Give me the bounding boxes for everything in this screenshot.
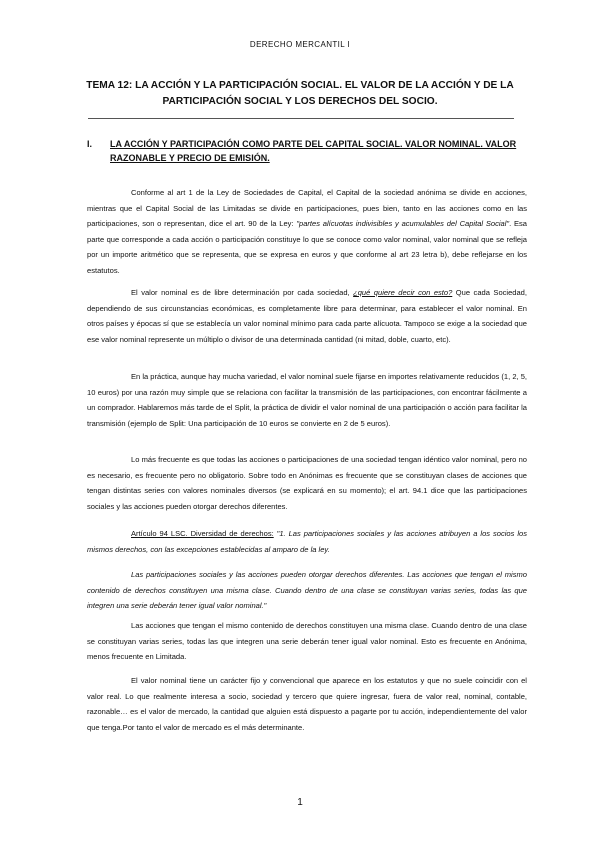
article-quote-continued — [87, 567, 527, 614]
paragraph-8-text: El valor nominal tiene un carácter fijo y convencional que aparece en los estatutos y que no suele coincidir con el valor real. Lo que realmente interesa a socio, sociedad y tercero que quiere ingresar, fuera de valor real, nominal, contable, razonable… es el valor de mercado, la cantidad que alguien está dispuesto a pagarte por tu acción, independientemente del valor que tenga.Por tanto el valor de mercado es el más determinante. — [87, 676, 527, 732]
article-quote-continued-text: Las participaciones sociales y las acciones pueden otorgar derechos diferentes. Las acciones que tengan el mismo contenido de derechos constituyen una misma clase. Cuando dentro de una clase se constituyan varias series, todas las que integren una serie deberán tener igual valor nominal." — [87, 570, 527, 610]
paragraph-1-quote: "partes alícuotas indivisibles y acumulables del Capital Social" — [296, 219, 510, 228]
title-divider — [88, 118, 514, 119]
paragraph-2-text-a: El valor nominal es de libre determinación por cada sociedad, — [131, 288, 354, 297]
paragraph-1-text-a: Conforme al art 1 de la Ley de Sociedades de Capital, el Capital de la sociedad anónima se divide en acciones, mientras que el Capital Social de las Limitadas se divide en participaciones, pues bien, tanto en las acciones como en las participaciones, son o representan, dice el art. 90 de la Ley: — [87, 188, 527, 228]
paragraph-4-text: Lo más frecuente es que todas las acciones o participaciones de una sociedad tengan idéntico valor nominal, pero no es necesario, es frecuente pero no obligatorio. Sobre todo en Anónimas es frecuente que se constituyan clases de acciones que tengan distintas series con valores nominales diversos (se explicará en su momento); el art. 94.1 dice que las participaciones sociales y las acciones pueden otorgar derechos diferentes. — [87, 455, 527, 511]
paragraph-2 — [87, 285, 527, 347]
paragraph-1-text-b: . Esa parte que corresponde a cada acción o participación constituye lo que se conoce como valor nominal, valor nominal que se refleja por un importe aritmético que se representa, que se expresa en euros y que conforme al art 23 letra b), debe reflejarse en los estatutos. — [87, 219, 527, 275]
page-number: 1 — [297, 797, 303, 808]
article-quote-text: "1. Las participaciones sociales y las acciones atribuyen a los socios los mismos derechos, con las excepciones establecidas al amparo de la ley. — [87, 529, 527, 554]
article-reference: Artículo 94 LSC. Diversidad de derechos: — [131, 529, 274, 538]
article-quote — [87, 526, 527, 557]
page-title: TEMA 12: LA ACCIÓN Y LA PARTICIPACIÓN SOCIAL. EL VALOR DE LA ACCIÓN Y DE LA PARTICIPACIÓN SOCIAL Y LOS DERECHOS DEL SOCIO. — [86, 80, 514, 107]
paragraph-1 — [87, 185, 527, 278]
paragraph-3-text: En la práctica, aunque hay mucha variedad, el valor nominal suele fijarse en importes relativamente reducidos (1, 2, 5, 10 euros) por una razón muy simple que se relaciona con facilitar la transmisión de las participaciones, con encontrar fácilmente a un comprador. Hablaremos más tarde de el Split, la práctica de dividir el valor nominal de una participación o acción para facilitar la transmisión (ejemplo de Split: Una participación de 10 euros se convierte en 2 de 5 euros). — [87, 372, 528, 428]
section-heading: LA ACCIÓN Y PARTICIPACIÓN COMO PARTE DEL CAPITAL SOCIAL. VALOR NOMINAL. VALOR RAZONABLE Y PRECIO DE EMISIÓN. — [110, 139, 517, 163]
section-number: I. — [87, 139, 93, 149]
paragraph-8 — [87, 673, 527, 735]
paragraph-3 — [87, 369, 527, 431]
paragraph-2-text-b: Que cada Sociedad, dependiendo de sus circunstancias económicas, es completamente libre para determinar, para establecer el valor nominal. En otros países y épocas sí que se establecía un valor nominal mínimo para cada parte alícuota. Tampoco se exige a la sociedad que ese valor nominal represente un múltiplo o divisor de una determinada cantidad (ni mitad, doble, cuarto, etc). — [87, 288, 527, 344]
paragraph-7 — [87, 618, 527, 665]
paragraph-7-text: Las acciones que tengan el mismo contenido de derechos constituyen una misma clase. Cuando dentro de una clase se constituyan varias series, todas las que integren una serie deberán tener igual valor nominal. Esto es frecuente en Anónima, menos frecuente en Limitada. — [87, 621, 527, 661]
paragraph-2-question: ¿qué quiere decir con esto? — [353, 288, 453, 297]
paragraph-4 — [87, 452, 527, 514]
running-header: DERECHO MERCANTIL I — [249, 40, 351, 49]
